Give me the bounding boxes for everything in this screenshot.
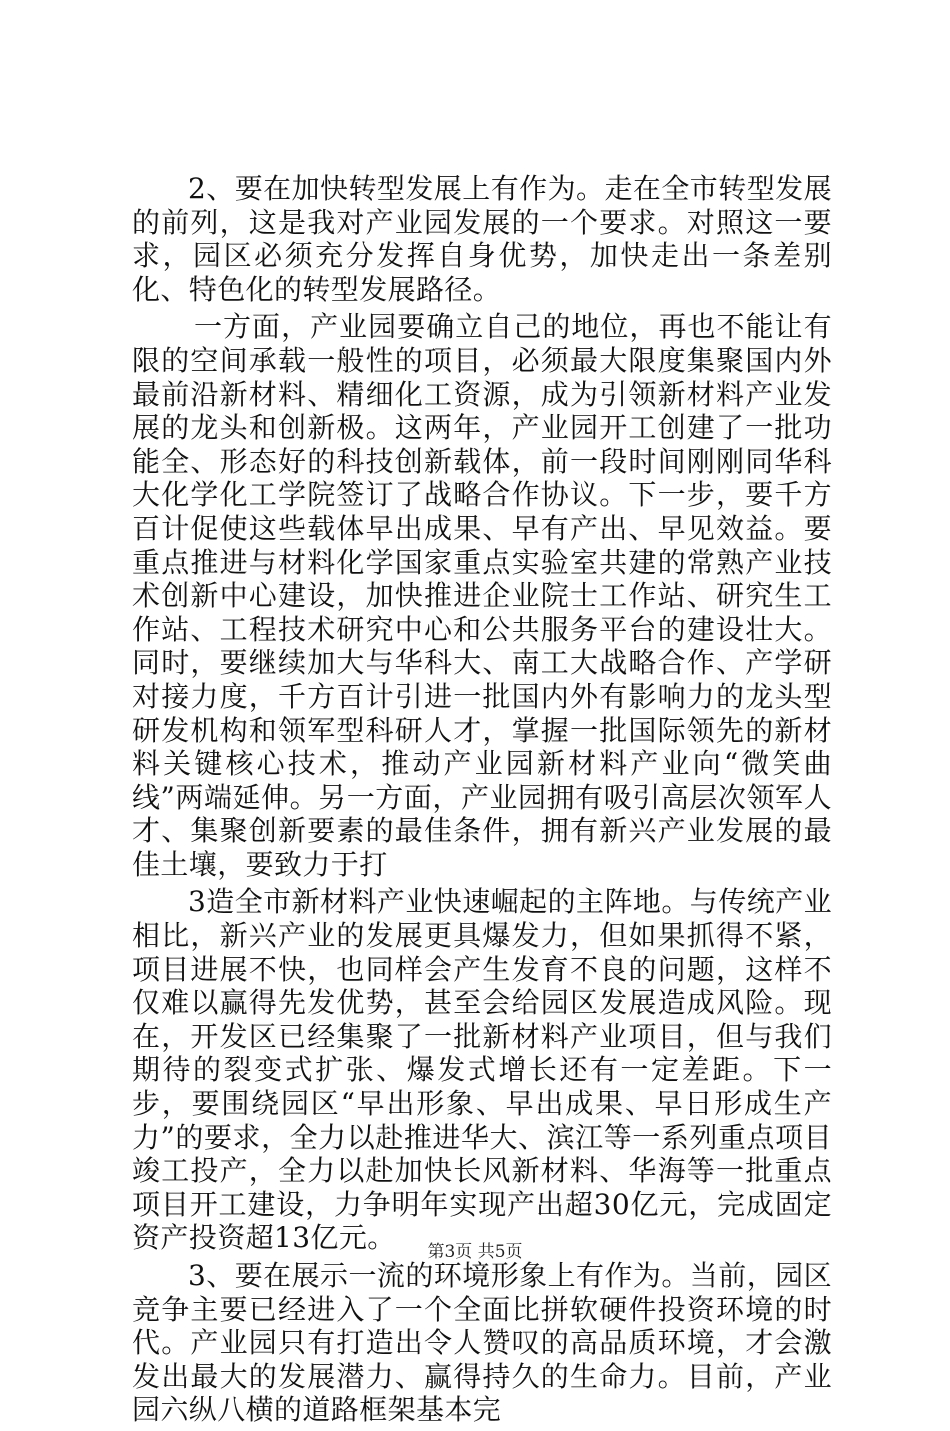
page-number-footer: 第3页 共5页 [427,1242,523,1262]
paragraph-environment-image: 3、要在展示一流的环境形象上有作为。当前，园区竞争主要已经进入了一个全面比拼软硬件投资环境的时代。产业园只有打造出令人赞叹的高品质环境，才会激发出最大的发展潜力、赢得持久的生命力。目前，产业园六纵八横的道路框架基本完 [132,1259,832,1427]
paragraph-industrial-park-positioning: 一方面，产业园要确立自己的地位，再也不能让有限的空间承载一般性的项目，必须最大限度集聚国内外最前沿新材料、精细化工资源，成为引领新材料产业发展的龙头和创新极。这两年，产业园开工创建了一批功能全、形态好的科技创新载体，前一段时间刚刚同华科大化学化工学院签订了战略合作协议。下一步，要千方百计促使这些载体早出成果、早有产出、早见效益。要重点推进与材料化学国家重点实验室共建的常熟产业技术创新中心建设，加快推进企业院士工作站、研究生工作站、工程技术研究中心和公共服务平台的建设壮大。同时，要继续加大与华科大、南工大战略合作、产学研对接力度，千方百计引进一批国内外有影响力的龙头型研发机构和领军型科研人才，掌握一批国际领先的新材料关键核心技术，推动产业园新材料产业向“微笑曲线”两端延伸。另一方面，产业园拥有吸引高层次领军人才、集聚创新要素的最佳条件，拥有新兴产业发展的最佳土壤，要致力于打 [132,310,832,881]
paragraph-transformation-development: 2、要在加快转型发展上有作为。走在全市转型发展的前列，这是我对产业园发展的一个要求。对照这一要求，园区必须充分发挥自身优势，加快走出一条差别化、特色化的转型发展路径。 [132,172,832,306]
paragraph-new-materials-base: 3造全市新材料产业快速崛起的主阵地。与传统产业相比，新兴产业的发展更具爆发力，但如果抓得不紧，项目进展不快，也同样会产生发育不良的问题，这样不仅难以赢得先发优势，甚至会给园区发展造成风险。现在，开发区已经集聚了一批新材料产业项目，但与我们期待的裂变式扩张、爆发式增长还有一定差距。下一步，要围绕园区“早出形象、早出成果、早日形成生产力”的要求，全力以赴推进华大、滨江等一系列重点项目竣工投产，全力以赴加快长风新材料、华海等一批重点项目开工建设，力争明年实现产出超30亿元，完成固定资产投资超13亿元。 [132,885,832,1255]
